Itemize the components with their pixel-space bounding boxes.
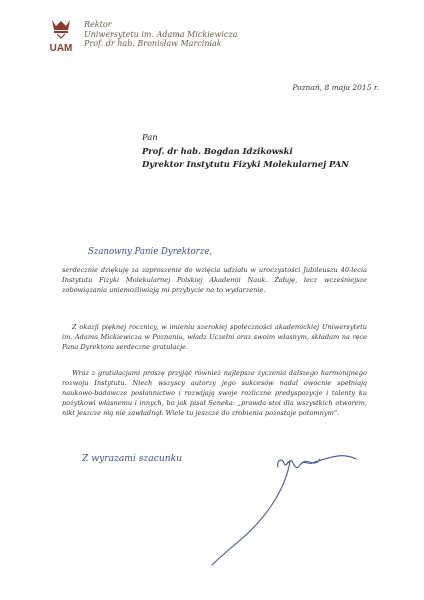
handwritten-closing — [78, 443, 258, 471]
recipient-block — [142, 131, 349, 172]
letter-date: Poznań, 8 maja 2015 r. — [292, 83, 379, 92]
handwritten-greeting — [86, 236, 216, 262]
letterhead-rector-name: Prof. dr hab. Bronisław Marciniak — [84, 39, 222, 48]
greeting-text: Szanowny Panie Dyrektorze, — [88, 246, 212, 257]
rector-signature — [198, 447, 368, 572]
uam-logo-icon — [48, 18, 74, 54]
recipient-name: Prof. dr hab. Bogdan Idzikowski — [142, 145, 293, 156]
letterhead — [84, 20, 237, 49]
recipient-salutation: Pan — [142, 132, 158, 142]
paragraph-congratulations: Z okazji pięknej rocznicy, w imieniu szerokiej społeczności akademickiej Uniwersytetu im. Adama Mickiewicza w Poznaniu, władz Uczelni oraz swoim własnym, składam na ręce Pana Dyrektora serdeczne gratulacje. — [62, 323, 367, 351]
paragraph-thanks: serdecznie dziękuję za zaproszenie do wzięcia udziału w uroczystości Jubileuszu 40-lecia Instytutu Fizyki Molekularnej Polskiej Akademii Nauk. Żałuję, lecz wcześniejsze zobowiązania uniemożliwiają mi przybycie na to wydarzenie. — [62, 266, 367, 294]
letterhead-title: Rektor — [84, 20, 112, 29]
letterhead-university: Uniwersytetu im. Adama Mickiewicza — [84, 29, 238, 39]
paragraph-wishes: Wraz z gratulacjami proszę przyjąć również najlepsze życzenia dalszego harmonijnego rozwoju Instytutu. Niech wszyscy autorzy jego sukcesów nadal owocnie spełniają naukowo-badawcze posłannictwo i rozwijają swoje rozliczne predyspozycje i talenty ku pożytkowi własnemu i innych, bo jak pisał Seneka: „prawda stoi dla wszystkich otworem, nikt jeszcze nią nie zawładnął. Wiele tu jeszcze do zrobienia pozostaje potomnym”. — [62, 369, 367, 417]
closing-text: Z wyrazami szacunku — [80, 454, 183, 464]
recipient-position: Dyrektor Instytutu Fizyki Molekularnej PAN — [142, 159, 349, 169]
logo-text: UAM — [49, 43, 73, 54]
